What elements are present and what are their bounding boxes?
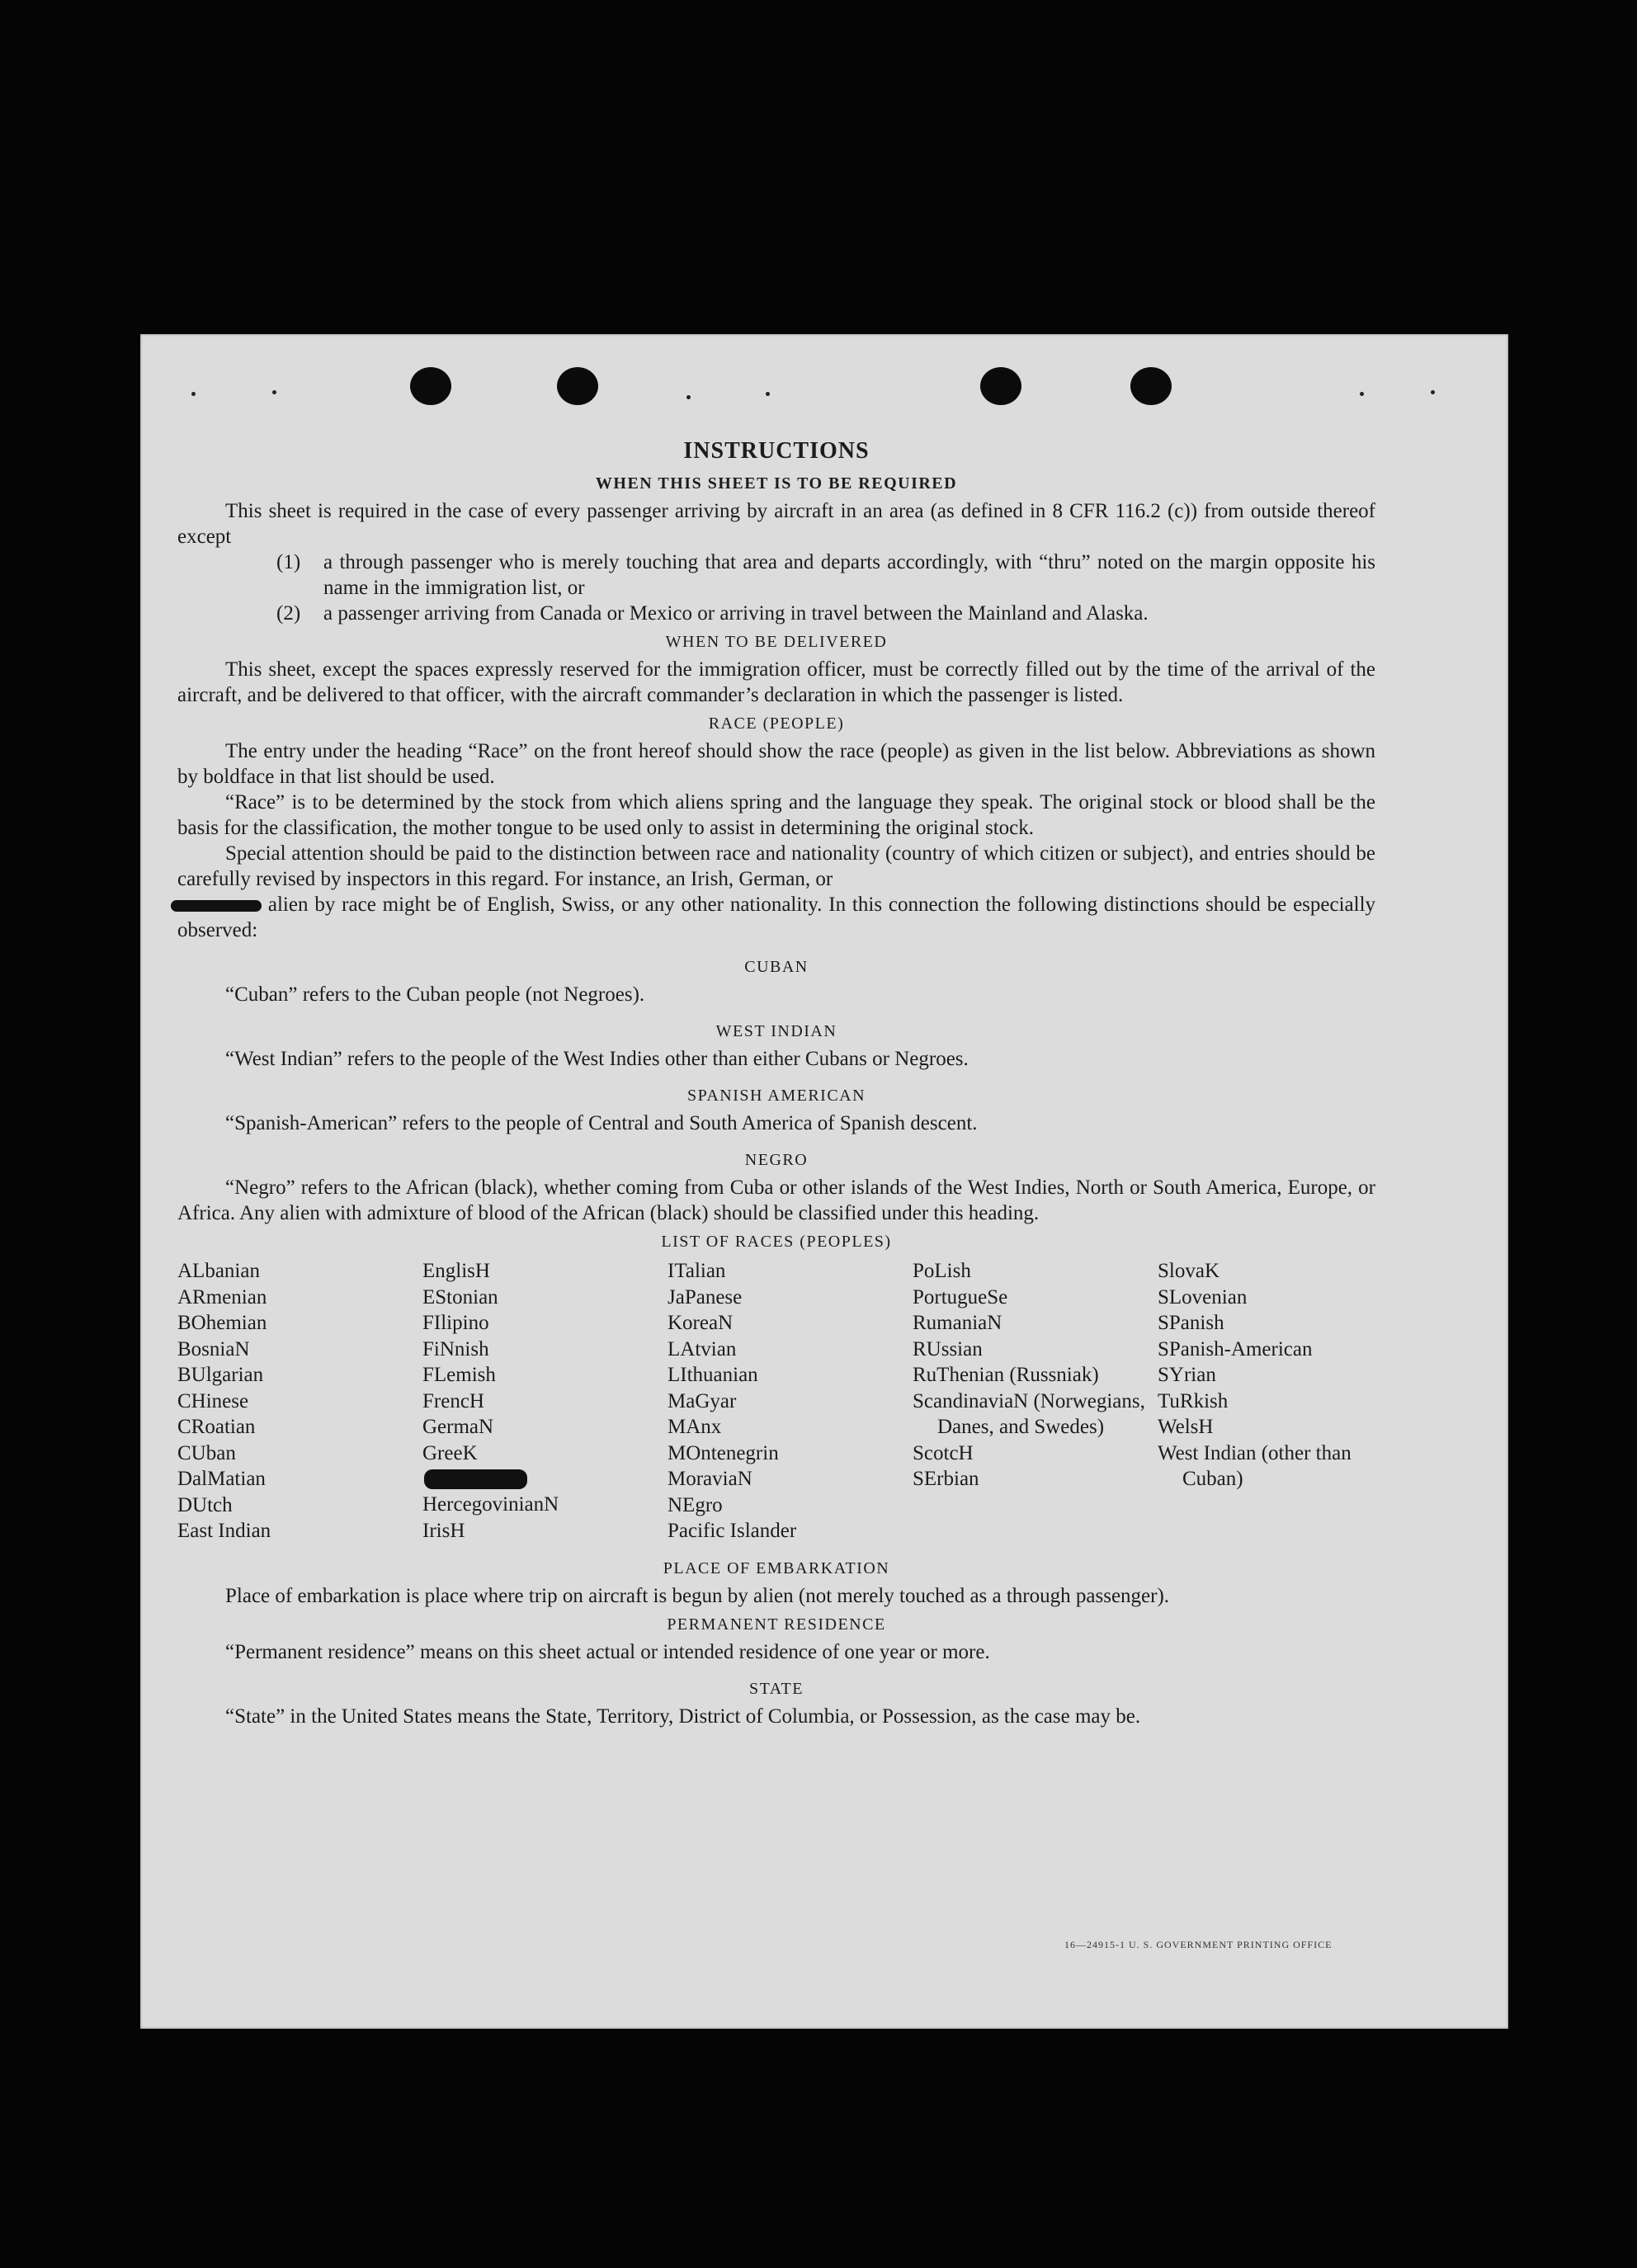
race-paragraph-3-continued — [177, 892, 1375, 943]
race-entry: SlovaK — [1158, 1260, 1219, 1282]
section-heading-when-required: WHEN THIS SHEET IS TO BE REQUIRED — [595, 474, 958, 493]
section-heading-cuban: CUBAN — [744, 958, 809, 976]
speck — [686, 395, 691, 399]
race-entry: BUlgarian — [177, 1364, 264, 1386]
race-entry: SYrian — [1158, 1364, 1216, 1386]
race-entry: DalMatian — [177, 1468, 266, 1490]
speck — [1360, 392, 1364, 396]
printing-office-footer: 16—24915-1 U. S. GOVERNMENT PRINTING OFFICE — [1064, 1939, 1333, 1950]
race-entry: RumaniaN — [913, 1312, 1002, 1334]
speck — [1431, 390, 1435, 394]
race-entry: PortugueSe — [913, 1285, 1008, 1308]
negro-text: “Negro” refers to the African (black), whether coming from Cuba or other islands of the West Indies, North or South America, Europe, or Africa. Any alien with admixture of blood of the African (black) should be classified under this heading. — [177, 1176, 1375, 1224]
spanish-american-text: “Spanish-American” refers to the people of Central and South America of Spanish descent. — [225, 1112, 978, 1134]
race-column-1 — [177, 1258, 422, 1544]
exception-item-1 — [276, 549, 1375, 601]
race-entry: LIthuanian — [668, 1364, 758, 1386]
section-heading-embarkation: PLACE OF EMBARKATION — [663, 1558, 890, 1577]
race-entry: East Indian — [177, 1520, 271, 1542]
section-heading-residence: PERMANENT RESIDENCE — [667, 1615, 886, 1634]
instruction-sheet — [140, 334, 1508, 2029]
speck — [191, 392, 196, 396]
section-heading-when-delivered: WHEN TO BE DELIVERED — [665, 633, 888, 651]
race-entry: FIlipino — [422, 1312, 489, 1334]
race-entry: LAtvian — [668, 1337, 737, 1360]
punch-hole-3 — [980, 367, 1021, 405]
race-entry: SPanish-American — [1158, 1337, 1313, 1360]
section-heading-state: STATE — [749, 1679, 804, 1698]
race-entry: CRoatian — [177, 1416, 256, 1438]
race-entry: BOhemian — [177, 1312, 267, 1334]
item-number: (2) — [276, 602, 301, 625]
race-entry: BosniaN — [177, 1337, 250, 1360]
race-entry: JaPanese — [668, 1285, 743, 1308]
race-entry: MOntenegrin — [668, 1441, 779, 1464]
race-entry: TuRkish — [1158, 1389, 1229, 1412]
punch-hole-2 — [557, 367, 598, 405]
race-paragraph-1: The entry under the heading “Race” on the front hereof should show the race (people) as given in the list below. Abbreviations as shown by boldface in that list should be used. — [177, 740, 1375, 788]
state-text: “State” in the United States means the State, Territory, District of Columbia, or Possession, as the case may be. — [225, 1705, 1141, 1728]
instructions-content — [177, 438, 1375, 1729]
speck — [766, 392, 770, 396]
item-text: a passenger arriving from Canada or Mexico or arriving in travel between the Mainland and Alaska. — [323, 602, 1149, 625]
embarkation-text: Place of embarkation is place where trip on aircraft is begun by alien (not merely touched as a through passenger). — [225, 1584, 1170, 1607]
race-entry: SLovenian — [1158, 1285, 1248, 1308]
race-entry: West Indian (other than Cuban) — [1158, 1441, 1352, 1490]
exception-item-2 — [276, 601, 1375, 626]
race-entry: MaGyar — [668, 1389, 737, 1412]
race-entry: MoraviaN — [668, 1468, 752, 1490]
race-entry: ITalian — [668, 1260, 726, 1282]
item-number: (1) — [276, 551, 301, 573]
section-heading-west-indian: WEST INDIAN — [715, 1022, 837, 1040]
race-entry: IrisH — [422, 1519, 465, 1542]
race-column-5 — [1158, 1258, 1389, 1544]
race-entry: NEgro — [668, 1493, 723, 1516]
race-column-4 — [913, 1258, 1158, 1544]
race-entry: MAnx — [668, 1416, 722, 1438]
punch-hole-4 — [1130, 367, 1172, 405]
section-heading-race: RACE (PEOPLE) — [708, 714, 845, 733]
redacted-race-entry — [424, 1469, 527, 1489]
race-entry: CHinese — [177, 1389, 249, 1412]
race-entry: PoLish — [913, 1260, 971, 1282]
race-column-3 — [668, 1258, 913, 1544]
when-required-text: This sheet is required in the case of every passenger arriving by aircraft in an area (as defined in 8 CFR 116.2 (c)) from outside thereof except — [177, 500, 1375, 548]
race-paragraph-2: “Race” is to be determined by the stock from which aliens spring and the language they speak. The original stock or blood shall be the basis for the classification, the mother tongue to be used only to assist in determining the original stock. — [177, 791, 1375, 839]
speck — [272, 390, 276, 394]
item-text: a through passenger who is merely touching that area and departs accordingly, with “thru” noted on the margin opposite his name in the immigration list, or — [323, 551, 1375, 599]
race-entry: ScandinaviaN (Norwegians, Danes, and Swedes) — [913, 1389, 1145, 1438]
race-entry: SErbian — [913, 1468, 979, 1490]
race-paragraph-3: Special attention should be paid to the distinction between race and nationality (country of which citizen or subject), and entries should be carefully revised by inspectors in this regard. For instance, an Irish, German, or — [177, 842, 1375, 890]
race-entry: RUssian — [913, 1337, 983, 1360]
race-entry: KoreaN — [668, 1312, 734, 1334]
race-entry: ARmenian — [177, 1285, 267, 1308]
race-column-2 — [422, 1258, 668, 1544]
race-entry: FiNnish — [422, 1337, 489, 1360]
race-entry: FLemish — [422, 1364, 496, 1386]
residence-text: “Permanent residence” means on this sheet actual or intended residence of one year or more. — [225, 1640, 990, 1663]
race-entry: ALbanian — [177, 1260, 260, 1282]
race-entry: EnglisH — [422, 1260, 490, 1282]
section-heading-spanish-american: SPANISH AMERICAN — [686, 1087, 866, 1105]
page-title: INSTRUCTIONS — [683, 438, 870, 464]
race-entry: EStonian — [422, 1285, 498, 1308]
race-entry: GermaN — [422, 1416, 494, 1438]
when-delivered-text: This sheet, except the spaces expressly reserved for the immigration officer, must be correctly filled out by the time of the arrival of the aircraft, and be delivered to that officer, with the aircraft commander’s declaration in which the passenger is listed. — [177, 658, 1375, 706]
race-entry: WelsH — [1158, 1416, 1214, 1438]
race-entry: RuThenian (Russniak) — [913, 1364, 1099, 1386]
race-entry: CUban — [177, 1441, 236, 1464]
cuban-text: “Cuban” refers to the Cuban people (not Negroes). — [225, 983, 645, 1006]
race-entry: GreeK — [422, 1441, 478, 1464]
west-indian-text: “West Indian” refers to the people of the West Indies other than either Cubans or Negroes. — [225, 1048, 969, 1070]
race-entry: Pacific Islander — [668, 1520, 797, 1542]
race-entry: DUtch — [177, 1493, 233, 1516]
redaction-mark — [171, 900, 262, 912]
race-paragraph-3b-text: alien by race might be of English, Swiss, or any other nationality. In this connection the following distinctions should be especially observed: — [177, 894, 1376, 941]
race-entry: SPanish — [1158, 1312, 1224, 1334]
race-entry: HercegovinianN — [422, 1493, 559, 1516]
race-entry: ScotcH — [913, 1441, 974, 1464]
punch-hole-1 — [410, 367, 451, 405]
race-list — [177, 1258, 1375, 1544]
section-heading-list-of-races: LIST OF RACES (PEOPLES) — [661, 1233, 892, 1251]
race-entry: FrencH — [422, 1389, 484, 1412]
section-heading-negro: NEGRO — [744, 1151, 809, 1169]
